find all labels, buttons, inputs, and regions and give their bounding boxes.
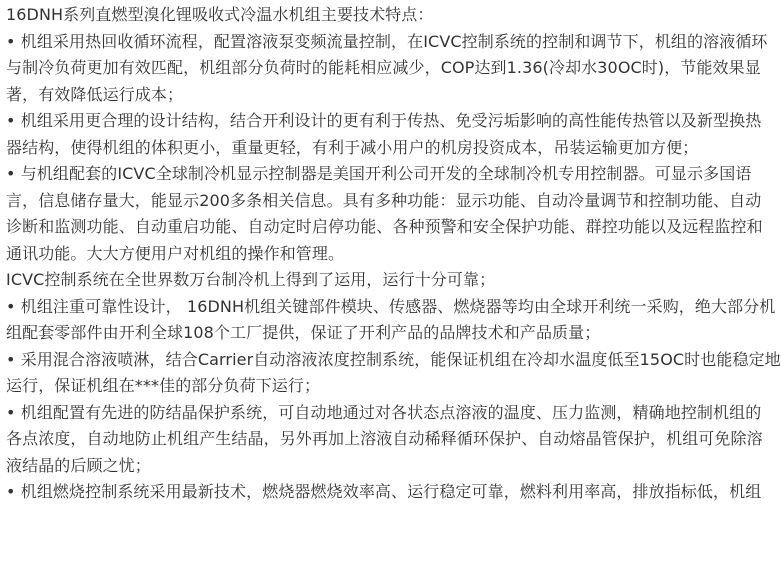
text-line: 16DNH系列直燃型溴化锂吸收式冷温水机组主要技术特点：: [6, 5, 434, 24]
text-line: • 机组注重可靠性设计， 16DNH机组关键部件模块、传感器、燃烧器等均由全球开利统一采购，绝大部分机: [6, 296, 776, 316]
text-line: 诊断和监测功能、自动重启功能、自动定时启停功能、各种预警和安全保护功能、群控功能以及远程监控和: [6, 217, 763, 236]
text-line: 与制冷负荷更加有效匹配，机组部分负荷时的能耗相应减少，COP达到1.36(冷却水30OC时)，节能效果显: [6, 58, 761, 77]
text-line: 著，有效降低运行成本；: [6, 84, 184, 104]
text-line: • 机组配置有先进的防结晶保护系统，可自动地通过对各状态点溶液的温度、压力监测，精确地控制机组的: [6, 402, 762, 422]
text-line: 言，信息储存量大，能显示200多条相关信息。具有多种功能：显示功能、自动冷量调节和控制功能、自动: [6, 190, 762, 210]
text-line: • 与机组配套的ICVC全球制冷机显示控制器是美国开利公司开发的全球制冷机专用控制器。可显示多国语: [6, 164, 752, 183]
text-line: 运行，保证机组在***佳的部分负荷下运行；: [6, 376, 321, 395]
text-line: • 机组采用热回收循环流程，配置溶液泵变频流量控制，在ICVC控制系统的控制和调节下，机组的溶液循环: [6, 31, 768, 51]
text-line: ICVC控制系统在全世界数万台制冷机上得到了运用，运行十分可靠；: [6, 270, 496, 289]
text-line: • 机组采用更合理的设计结构，结合开利设计的更有利于传热、免受污垢影响的高性能传热管以及新型换热: [6, 111, 762, 130]
text-line: 组配套零部件由开利全球108个工厂提供，保证了开利产品的品牌技术和产品质量；: [6, 323, 601, 342]
text-line: • 采用混合溶液喷淋，结合Carrier自动溶液浓度控制系统，能保证机组在冷却水温度低至15OC时也能稳定地: [6, 349, 781, 369]
text-line: 通讯功能。大大方便用户对机组的操作和管理。: [6, 243, 345, 263]
text-line: 液结晶的后顾之忧；: [6, 455, 151, 475]
text-line: 器结构，使得机组的体积更小，重量更轻，有利于减小用户的机房投资成本，吊装运输更加方便；: [6, 137, 699, 157]
text-line-partial: • 机组燃烧控制系统采用最新技术，燃烧器燃烧效率高、运行稳定可靠，燃料利用率高，排放指标低，机组: [6, 482, 762, 501]
text-line: 各点浓度，自动地防止机组产生结晶，另外再加上溶液自动稀释循环保护、自动熔晶管保护，机组可免除溶: [6, 429, 763, 448]
article-text: [6, 2, 781, 501]
